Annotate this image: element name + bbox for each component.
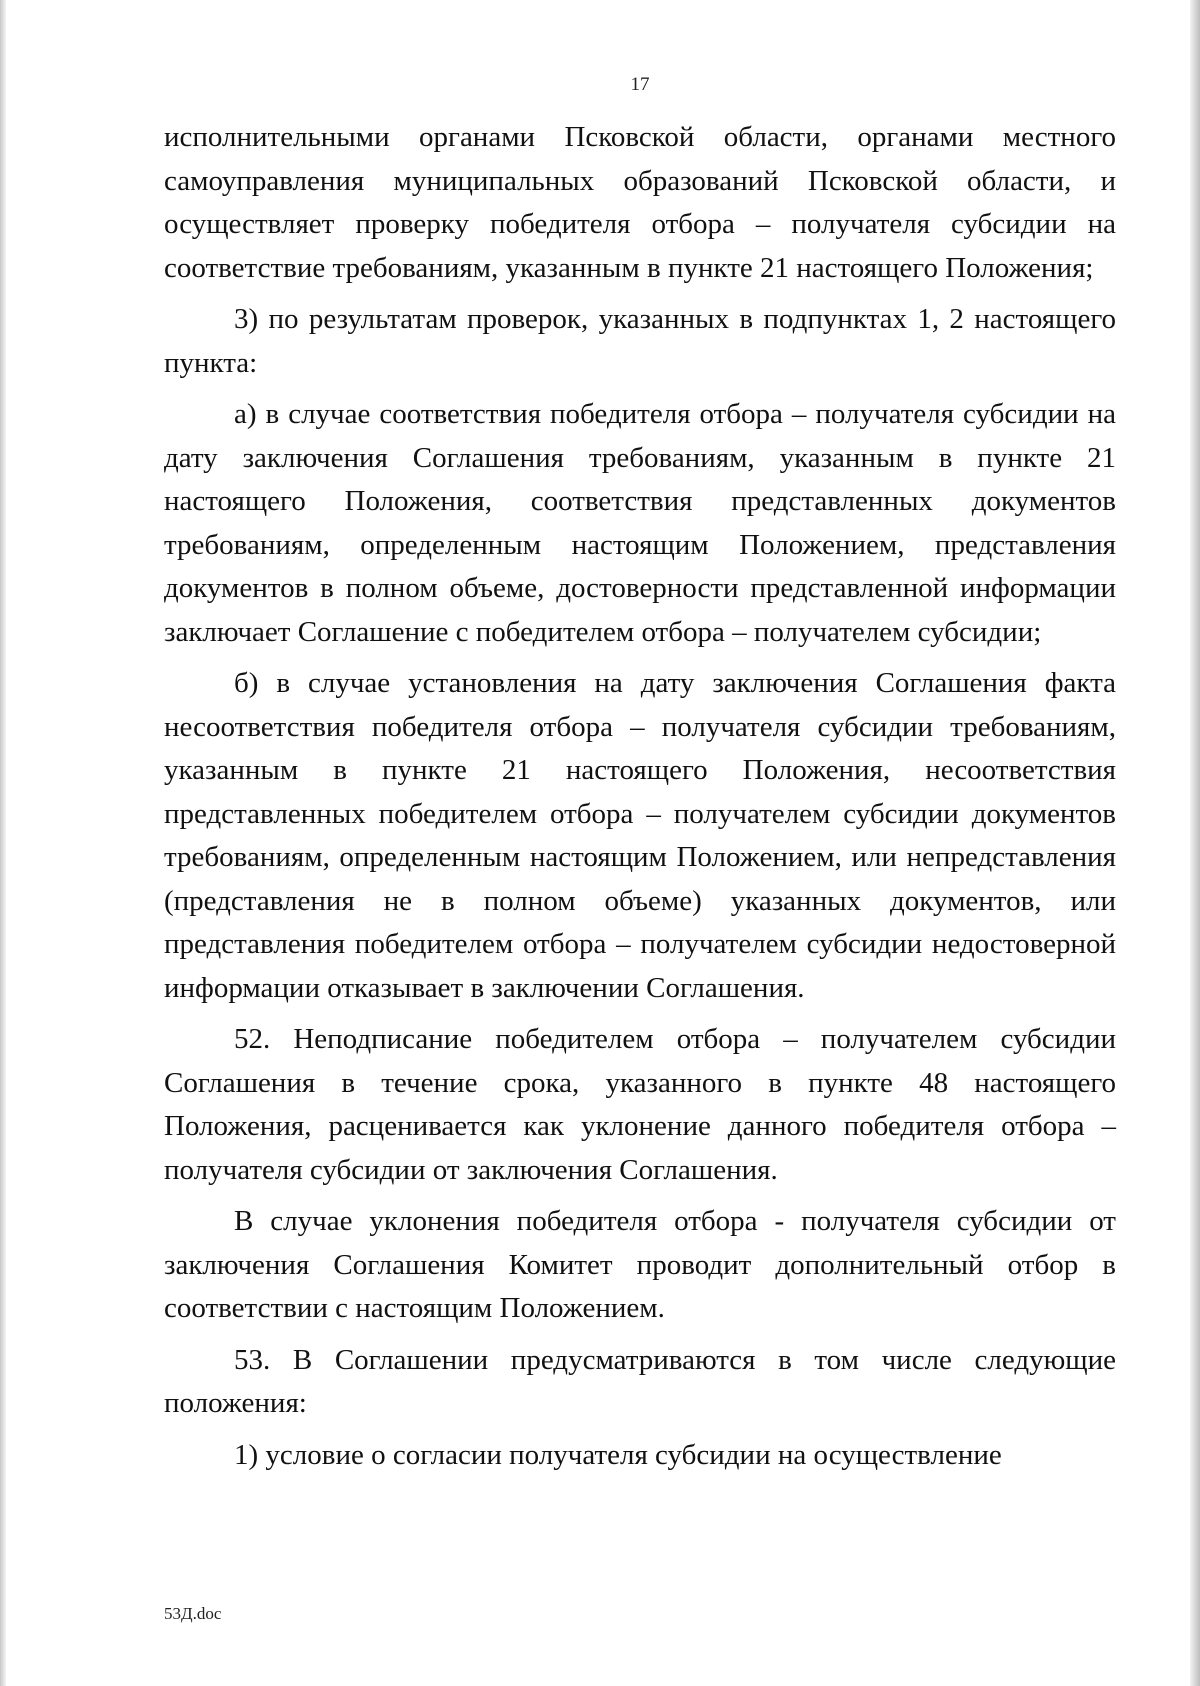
paragraph-subitem-a: а) в случае соответствия победителя отбора – получателя субсидии на дату заключения Соглашения требованиям, указанным в пункте 21 настоящего Положения, соответствия представленных документов требованиям, определенным настоящим Положением, представления документов в полном объеме, достоверности представленной информации заключает Соглашение с победителем отбора – получателем субсидии; (164, 398, 1116, 648)
page-number: 17 (630, 74, 650, 95)
footer-filename: 53Д.doc (164, 1604, 222, 1623)
document-body (164, 116, 1116, 1485)
scan-edge-left (0, 0, 6, 1686)
paragraph-53-item-1: 1) условие о согласии получателя субсидии на осуществление (234, 1438, 1002, 1471)
paragraph-evasion: В случае уклонения победителя отбора - получателя субсидии от заключения Соглашения Комитет проводит дополнительный отбор в соответствии с настоящим Положением. (164, 1205, 1116, 1324)
paragraph-53: 53. В Соглашении предусматриваются в том числе следующие положения: (164, 1343, 1116, 1419)
paragraph-item-3: 3) по результатам проверок, указанных в подпунктах 1, 2 настоящего пункта: (164, 303, 1116, 379)
paragraph-continuation: исполнительными органами Псковской области, органами местного самоуправления муниципальных образований Псковской области, и осуществляет проверку победителя отбора – получателя субсидии на соответствие требованиям, указанным в пункте 21 настоящего Положения; (164, 121, 1116, 284)
paragraph-subitem-b: б) в случае установления на дату заключения Соглашения факта несоответствия победителя отбора – получателя субсидии требованиям, указанным в пункте 21 настоящего Положения, несоответствия представленных победителем отбора – получателем субсидии документов требованиям, определенным настоящим Положением, или непредставления (представления не в полном объеме) указанных документов, или представления победителем отбора – получателем субсидии недостоверной информации отказывает в заключении Соглашения. (164, 667, 1116, 1004)
scan-edge-right (1190, 0, 1200, 1686)
paragraph-52: 52. Неподписание победителем отбора – получателем субсидии Соглашения в течение срока, указанного в пункте 48 настоящего Положения, расценивается как уклонение данного победителя отбора – получателя субсидии от заключения Соглашения. (164, 1023, 1116, 1186)
